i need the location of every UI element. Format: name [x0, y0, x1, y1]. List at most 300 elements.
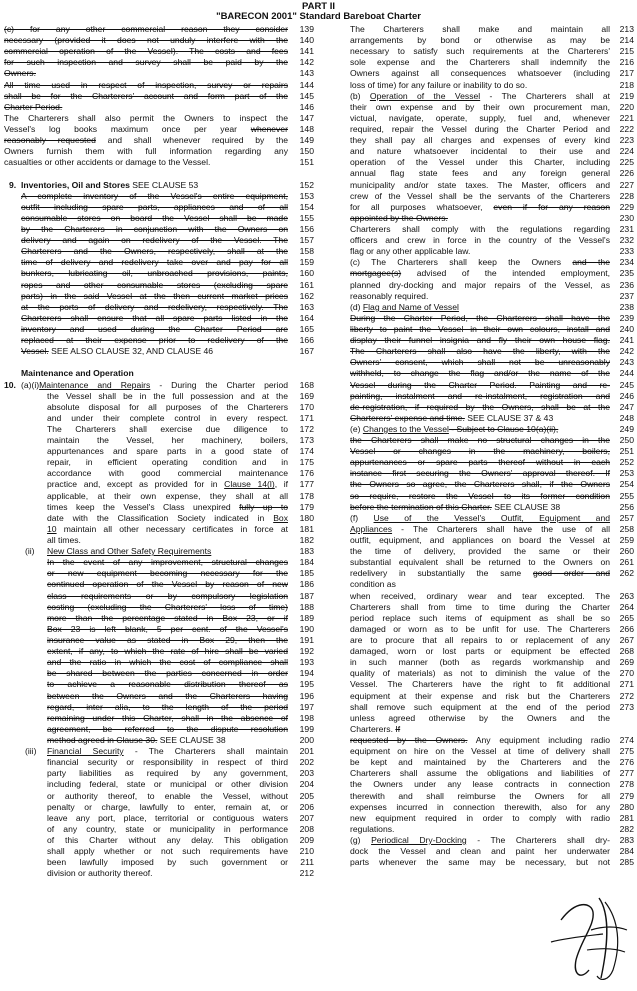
line-text [47, 779, 288, 790]
line-text [350, 802, 610, 813]
text-line [0, 246, 316, 257]
underlined-heading: Operation of the Vessel [369, 90, 481, 101]
line-text [350, 302, 459, 313]
line-text [350, 346, 610, 357]
text-segment: all times. [47, 535, 81, 546]
line-number: 210 [299, 846, 314, 857]
text-line [0, 168, 316, 179]
struck-text: remaining under this Charter, shall in the absence of [47, 712, 288, 723]
struck-text: agreement, be referred to the dispute resolution [47, 723, 288, 734]
struck-text: delivery and again on redelivery of the Vessel. The [21, 235, 288, 246]
text-line [0, 768, 316, 779]
line-text [47, 868, 153, 879]
text-segment: Charterers shall from time to time during the Charter [350, 601, 610, 612]
line-text [47, 702, 288, 713]
text-line [320, 435, 637, 446]
text-line [0, 813, 316, 824]
line-number: 244 [619, 368, 634, 379]
text-segment: Owners furnish them with full information regarding any [4, 146, 288, 157]
line-number: 179 [299, 501, 314, 512]
text-line [320, 135, 637, 146]
line-text [4, 68, 36, 79]
text-segment: of this Charter without any delay. This obligation [47, 834, 288, 845]
text-segment: - During the Charter period [150, 379, 288, 390]
line-number: 202 [299, 757, 314, 768]
text-line [320, 691, 637, 702]
line-text [350, 324, 610, 335]
text-line [0, 257, 316, 268]
line-number: 269 [619, 657, 634, 668]
line-text [47, 668, 288, 679]
text-line [320, 313, 637, 324]
line-number: 245 [619, 379, 634, 390]
line-number: 285 [619, 857, 634, 868]
text-segment: leave any port, place, territorial or contiguous waters [47, 812, 288, 823]
line-text [47, 724, 288, 735]
text-line [320, 446, 637, 457]
text-segment: are to procure that all repairs to or replacement of any [350, 635, 610, 646]
line-number: 148 [299, 123, 314, 134]
line-number: 186 [299, 579, 314, 590]
text-line [0, 68, 316, 79]
line-text [47, 624, 288, 635]
line-number: 252 [619, 457, 634, 468]
line-number: 256 [619, 501, 634, 512]
line-number: 183 [299, 546, 314, 557]
line-number: 276 [619, 757, 634, 768]
line-number: 275 [619, 746, 634, 757]
line-text [21, 324, 288, 335]
clause-number: (iii) [25, 746, 37, 757]
struck-text: ropes and other consumable stores (excluding spare [21, 279, 288, 290]
underlined-heading: Maintenance and Repairs [39, 379, 151, 390]
text-segment: for all purposes whatsoever, [350, 201, 494, 212]
text-line [0, 468, 316, 479]
underlined-heading: Box [273, 512, 288, 523]
line-number: 234 [619, 257, 634, 268]
struck-text: In the event of any improvement, structural changes [47, 557, 288, 568]
line-number: 271 [619, 679, 634, 690]
text-line [320, 424, 637, 435]
line-number: 270 [619, 668, 634, 679]
line-text [350, 457, 610, 468]
text-line [320, 846, 637, 857]
text-line [320, 702, 637, 713]
text-line [0, 302, 316, 313]
line-number: 189 [299, 612, 314, 623]
line-text [47, 857, 288, 868]
text-line [0, 446, 316, 457]
line-text [47, 468, 288, 479]
struck-text: or new equipment becoming necessary for the [47, 568, 288, 579]
line-number: 144 [299, 79, 314, 90]
line-number: 151 [299, 157, 314, 168]
text-line [320, 824, 637, 835]
struck-text: (c) for any other commercial reason they consider [4, 24, 288, 34]
text-segment: absolute disposal for all purposes of the Charterers [47, 401, 288, 412]
text-line [320, 802, 637, 813]
line-number: 200 [299, 735, 314, 745]
text-line [0, 91, 316, 102]
text-line [320, 302, 637, 313]
text-line [320, 80, 637, 91]
line-text [350, 213, 448, 224]
line-number: 242 [619, 346, 634, 357]
text-line [0, 457, 316, 468]
line-text [47, 791, 288, 802]
text-line [320, 91, 637, 102]
text-line [0, 724, 316, 735]
line-number: 152 [299, 179, 314, 190]
text-segment: maintain all other necessary certificates in force at [56, 523, 288, 534]
line-text [350, 635, 610, 646]
struck-text: good order and [532, 568, 610, 579]
line-text [350, 191, 610, 202]
text-line [0, 679, 316, 690]
line-number: 182 [299, 535, 314, 546]
line-number: 178 [299, 490, 314, 501]
line-text [4, 35, 288, 46]
text-segment: period replace such items of equipment as shall be so [350, 612, 610, 623]
text-line [0, 335, 316, 346]
line-number: 223 [619, 135, 634, 146]
text-line [320, 602, 637, 613]
line-text [21, 302, 288, 313]
line-text [350, 146, 610, 157]
line-text [4, 157, 210, 168]
struck-text: class requirements or by compulsory legislation [47, 590, 288, 601]
line-number: 282 [619, 823, 634, 834]
text-segment: repair, in efficient operating condition and in [47, 457, 288, 468]
text-segment: sole expense and the Charterers shall indemnify the [350, 57, 610, 68]
struck-text: appurtenances or spare parts thereof without in each [350, 457, 610, 468]
text-line [320, 391, 637, 402]
line-text [47, 835, 288, 846]
line-text [21, 368, 134, 379]
line-text [47, 746, 288, 757]
line-text [350, 80, 527, 91]
text-line [320, 479, 637, 490]
text-segment: applicable, at their own expense, they shall at all [47, 490, 288, 501]
line-number: 227 [619, 179, 634, 190]
text-line [320, 779, 637, 790]
underlined-heading: Appliances [350, 523, 393, 534]
text-line [0, 513, 316, 524]
text-segment: equipment on hire on the Vessel at time of delivery shall [350, 746, 610, 757]
text-segment: condition as [350, 579, 396, 590]
line-text [4, 46, 288, 57]
text-segment: (d) [350, 301, 363, 312]
text-line [320, 324, 637, 335]
line-text [4, 57, 288, 68]
text-segment: SEE CLAUSE 37 & 43 [464, 412, 554, 423]
text-line [0, 624, 316, 635]
line-text [47, 413, 288, 424]
text-line [320, 457, 637, 468]
clause-number: (ii) [25, 546, 35, 557]
text-line [0, 479, 316, 490]
text-segment: Owners against all consequences whatsoever (including [350, 68, 610, 79]
line-text [350, 702, 610, 713]
line-number: 280 [619, 801, 634, 812]
text-segment: shall remove such equipment at the end of the period [350, 701, 610, 712]
text-segment: dock the Vessel and clean and paint her underwater [350, 846, 610, 857]
line-number: 207 [299, 812, 314, 823]
line-text [47, 824, 288, 835]
underlined-heading: Use of the Vessel's Outfit, Equipment and [373, 512, 611, 523]
line-number: 191 [299, 635, 314, 646]
line-text [4, 135, 288, 146]
text-segment: Vessel's log books maximum once per year [4, 123, 251, 134]
line-number: 166 [299, 335, 314, 346]
line-number: 208 [299, 823, 314, 834]
struck-text: so require, restore the Vessel to its former condition [350, 490, 610, 501]
line-number: 185 [299, 568, 314, 579]
text-segment: shall apply whether or not such requirements have [47, 846, 288, 857]
struck-text: The Charterers shall also have the liberty, with the [350, 346, 610, 357]
text-line [0, 857, 316, 868]
text-line [320, 268, 637, 279]
line-text [350, 791, 610, 802]
line-text [47, 546, 211, 557]
line-text [350, 768, 610, 779]
line-text [47, 802, 288, 813]
struck-text: the Charterers shall make no structural changes in the [350, 435, 610, 446]
text-segment: they shall pay all charges and expenses of every kind [350, 135, 610, 146]
text-line [320, 68, 637, 79]
line-text [47, 402, 288, 413]
text-line [320, 735, 637, 746]
line-text [350, 835, 610, 846]
text-segment: operation of the Vessel under this Charter, including [350, 157, 610, 168]
struck-text: insurance value as stated in Box 29, then the [47, 635, 288, 646]
text-segment: including federal, state or municipal or other division [47, 779, 288, 790]
text-segment: arrangements by bond or otherwise as may be [350, 35, 610, 46]
line-text [350, 313, 610, 324]
line-text [21, 268, 288, 279]
line-number: 162 [299, 290, 314, 301]
underlined-heading: Clause 14(l) [224, 479, 275, 490]
text-line [0, 57, 316, 68]
line-number: 238 [619, 301, 634, 312]
underlined-heading: New Class and Other Safety Requirements [47, 546, 212, 557]
text-line [320, 413, 637, 424]
line-number: 220 [619, 101, 634, 112]
line-number: 153 [299, 190, 314, 201]
text-line [0, 668, 316, 679]
text-line [0, 657, 316, 668]
text-line [0, 524, 316, 535]
line-text [21, 202, 288, 213]
line-text [21, 280, 288, 291]
text-line [0, 535, 316, 546]
struck-text: Vessel. [21, 346, 49, 357]
line-text [350, 168, 610, 179]
text-segment: officers and crew in force in the country of the Vessel's [350, 235, 610, 246]
line-number: 225 [619, 157, 634, 168]
text-segment: Charterers shall comply with the regulations regarding [350, 223, 610, 234]
text-line [320, 768, 637, 779]
line-text [350, 591, 610, 602]
text-segment: date with the Classification Society indicated in [47, 512, 274, 523]
document-title: "BARECON 2001" Standard Bareboat Charter [216, 11, 421, 22]
text-segment: financial security or responsibility in respect of third [47, 757, 288, 768]
text-segment: advised of the intended employment, [401, 268, 610, 279]
line-text [47, 846, 288, 857]
line-text [350, 102, 610, 113]
line-number: 206 [299, 801, 314, 812]
line-text [21, 346, 213, 357]
line-text [350, 546, 610, 557]
line-text [350, 813, 610, 824]
text-segment: party liabilities as required by any government, [47, 768, 288, 779]
text-segment: municipality and/or state taxes. The Master, officers and [350, 179, 610, 190]
text-segment: annual flag state fees and any foreign general [350, 168, 610, 179]
struck-text: replaced at their expense prior to redelivery of the [21, 335, 288, 346]
line-number: 159 [299, 257, 314, 268]
text-line [320, 146, 637, 157]
text-segment: (f) [350, 512, 374, 523]
line-number: 173 [299, 435, 314, 446]
text-line [0, 413, 316, 424]
text-segment: (c) The Charterers shall keep the Owners [350, 257, 573, 268]
struck-text: reasonably requested [4, 135, 96, 146]
line-text [4, 146, 288, 157]
underlined-heading: Flag and Name of Vessel [362, 301, 459, 312]
text-segment: and nature whatsoever incidental to their use and [350, 146, 610, 157]
line-number: 145 [299, 90, 314, 101]
struck-text: time of delivery and redelivery take over and pay for all [21, 257, 288, 268]
text-segment: been lawfully imposed by such government or [47, 857, 288, 868]
line-number: 229 [619, 201, 634, 212]
struck-text: Box 23 is left blank, 5 per cent. of the Vessel's [47, 623, 288, 634]
line-text [350, 646, 610, 657]
text-line [320, 213, 637, 224]
text-line [320, 624, 637, 635]
text-line [320, 102, 637, 113]
text-segment: crew of the Vessel shall be the servants of the Charterers [350, 190, 610, 201]
text-segment: accordance with good commercial maintenance [47, 468, 288, 479]
text-line [320, 502, 637, 513]
text-segment: The Charterers shall exercise due diligence to [47, 423, 288, 434]
line-number: 224 [619, 146, 634, 157]
line-number: 278 [619, 779, 634, 790]
text-line [0, 213, 316, 224]
text-line [0, 602, 316, 613]
text-line [0, 157, 316, 168]
struck-text: inventory and used during the Charter Period are [21, 323, 288, 334]
text-segment: , if [274, 479, 288, 490]
text-line [320, 757, 637, 768]
line-number: 283 [619, 834, 634, 845]
line-text [47, 391, 288, 402]
struck-text: instance first securing the Owners' approval thereof. If [350, 468, 610, 479]
line-number: 150 [299, 146, 314, 157]
text-line [0, 802, 316, 813]
text-segment: equipment at their expense and risk but the Charterers [350, 690, 610, 701]
line-text [350, 368, 610, 379]
text-line [0, 546, 316, 557]
line-text [350, 46, 610, 57]
line-text [350, 691, 610, 702]
line-number: 165 [299, 323, 314, 334]
text-line [320, 180, 637, 191]
line-text [350, 268, 610, 279]
line-text [4, 80, 288, 91]
underlined-heading: Changes to the Vessel [362, 423, 449, 434]
text-line [0, 835, 316, 846]
struck-text: mortgagee(s) [350, 268, 402, 279]
text-line [320, 224, 637, 235]
text-line [0, 568, 316, 579]
struck-text: even if for any reason [493, 201, 610, 212]
line-number: 201 [299, 746, 314, 757]
text-line [0, 280, 316, 291]
line-text [4, 91, 288, 102]
line-number: 232 [619, 235, 634, 246]
line-text [350, 435, 610, 446]
struck-text: parts) in the said Vessel at the then current market prices [21, 290, 288, 301]
text-line [320, 113, 637, 124]
struck-text: fully up to [239, 501, 288, 512]
line-text [4, 102, 62, 113]
line-text [350, 524, 610, 535]
text-line [0, 80, 316, 91]
struck-text: between the Owners and the Charterers having [47, 690, 288, 701]
text-segment: when received, ordinary wear and tear excepted. The [350, 590, 610, 601]
text-line [0, 557, 316, 568]
line-text [47, 757, 288, 768]
line-number: 212 [299, 868, 314, 879]
line-text [47, 768, 288, 779]
text-line [320, 857, 637, 868]
text-line [0, 191, 316, 202]
text-line [320, 591, 637, 602]
line-text [350, 746, 610, 757]
line-number: 156 [299, 223, 314, 234]
text-line [0, 402, 316, 413]
text-line [0, 646, 316, 657]
struck-text: painting, instalment and re-instalment, registration and [350, 390, 610, 401]
text-line [0, 224, 316, 235]
text-line [0, 391, 316, 402]
struck-text: whenever [250, 123, 288, 134]
line-number: 195 [299, 679, 314, 690]
text-line [0, 46, 316, 57]
line-text [21, 380, 288, 391]
line-number: 284 [619, 846, 634, 857]
line-number: 160 [299, 268, 314, 279]
line-text [21, 191, 288, 202]
line-number: 218 [619, 79, 634, 90]
line-number: 211 [300, 857, 314, 868]
line-number: 174 [299, 446, 314, 457]
line-text [350, 380, 610, 391]
struck-text: Charterers' expense and time. [350, 412, 465, 423]
line-number: 170 [299, 401, 314, 412]
struck-text: Vessel or changes in the machinery, boilers, [350, 446, 610, 457]
line-number: 281 [619, 812, 634, 823]
clause-number: 9. [9, 179, 17, 190]
line-number: 193 [299, 657, 314, 668]
line-text [350, 35, 610, 46]
line-text [350, 535, 610, 546]
text-segment: - The Charterers shall at [480, 90, 611, 101]
line-text [350, 124, 610, 135]
text-segment: SEE CLAUSE 53 [129, 179, 199, 190]
text-segment: expenses incurred in connection therewith, also for any [350, 801, 610, 812]
struck-text: before the termination of this Charter. [350, 501, 492, 512]
